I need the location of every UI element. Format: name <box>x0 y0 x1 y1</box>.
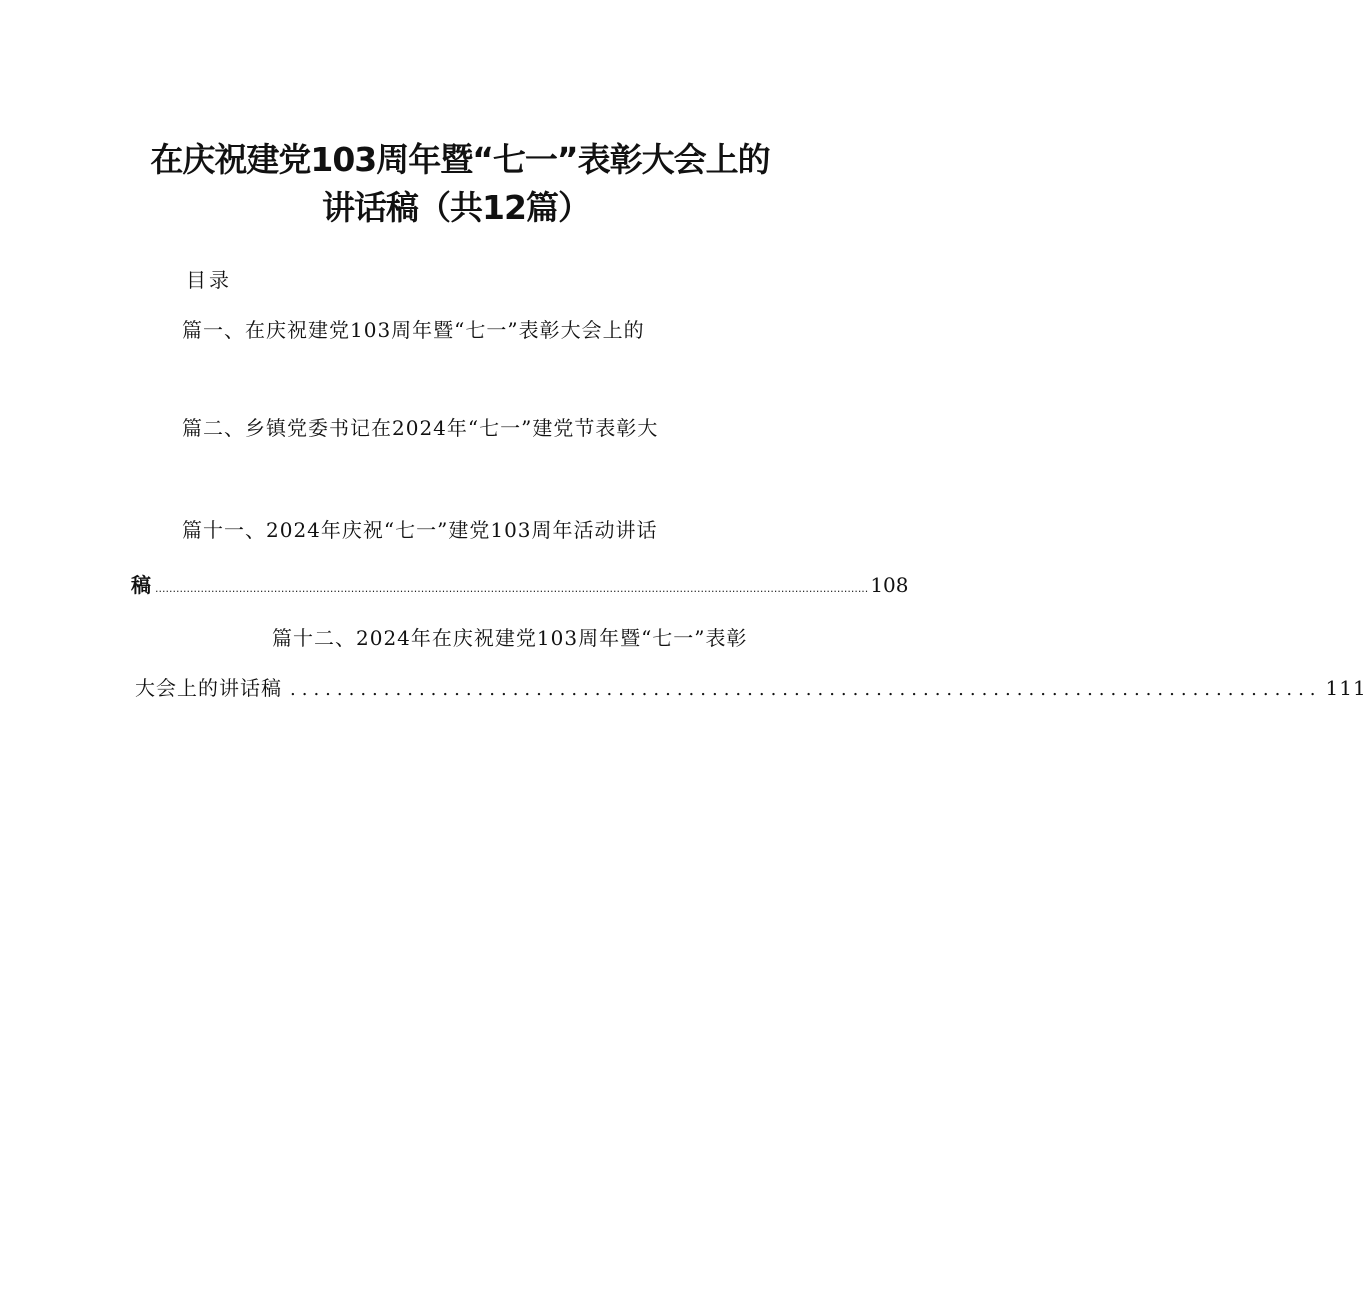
toc-entry-12[interactable]: 篇十二、2024年在庆祝建党103周年暨“七一”表彰 <box>272 626 748 650</box>
toc-entry-11-page-number: 108 <box>870 573 909 597</box>
toc-entry-2[interactable]: 篇二、乡镇党委书记在2024年“七一”建党节表彰大 <box>182 416 659 440</box>
toc-heading: 目录 <box>186 268 232 292</box>
toc-entry-12-continuation[interactable] <box>135 672 1367 701</box>
toc-entry-12-page-number: 111 <box>1325 676 1367 700</box>
toc-leader-dots: ............................................................................................................................................................................................................ <box>155 582 869 595</box>
toc-entry-12-tail: 大会上的讲话稿 <box>135 676 282 700</box>
toc-leader-dots: ........................................................................................ <box>290 679 1322 700</box>
toc-entry-11[interactable]: 篇十一、2024年庆祝“七一”建党103周年活动讲话 <box>182 518 658 542</box>
toc-entry-11-continuation[interactable] <box>131 569 909 598</box>
document-title-line-1: 在庆祝建党103周年暨“七一”表彰大会上的 <box>150 140 770 179</box>
toc-entry-11-tail: 稿 <box>131 573 151 597</box>
document-title-line-2: 讲话稿（共12篇） <box>322 188 590 227</box>
toc-entry-1[interactable]: 篇一、在庆祝建党103周年暨“七一”表彰大会上的 <box>182 318 645 342</box>
